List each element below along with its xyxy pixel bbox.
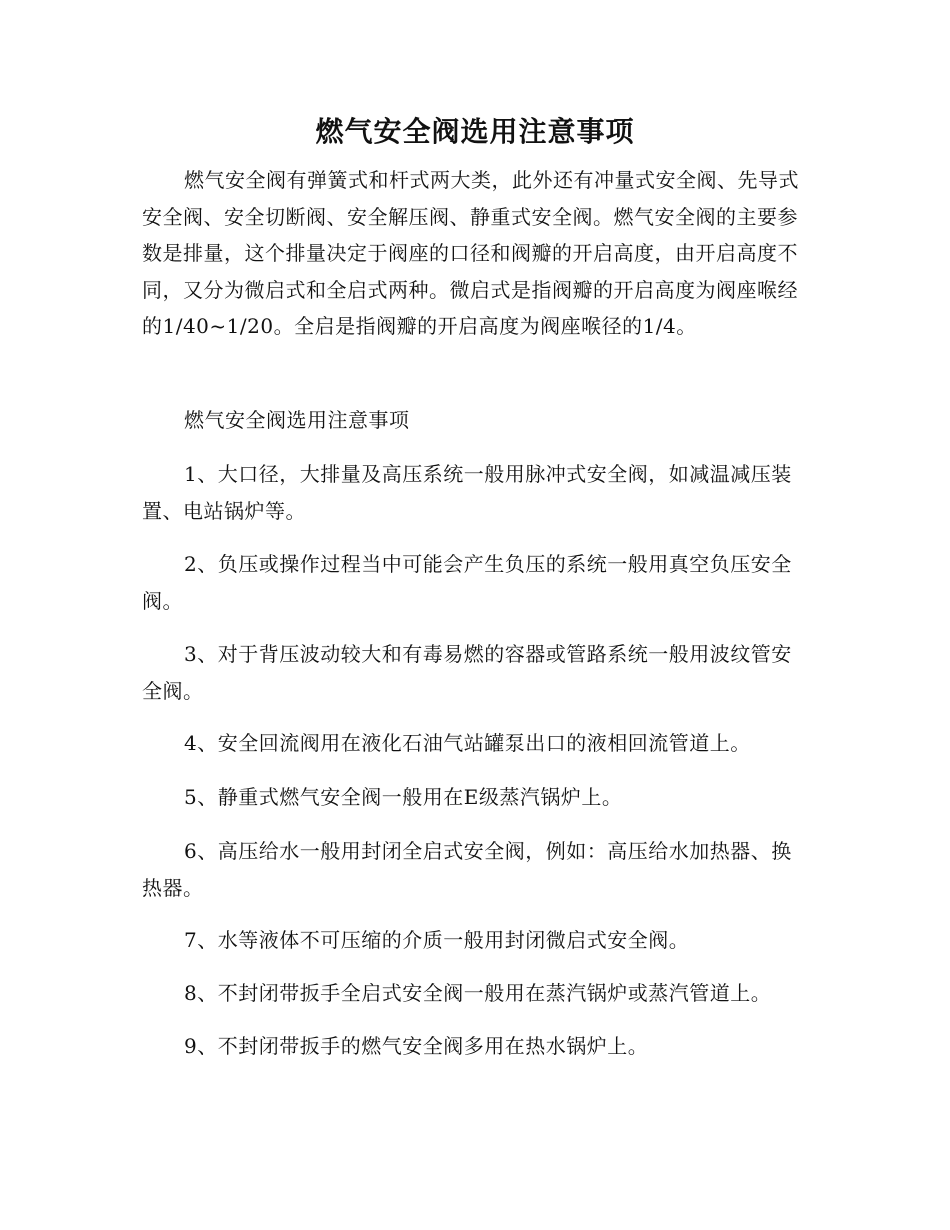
page-title: 燃气安全阀选用注意事项 bbox=[315, 115, 635, 148]
list-item: 5、静重式燃气安全阀一般用在E级蒸汽锅炉上。 bbox=[184, 785, 623, 809]
list-item: 4、安全回流阀用在液化石油气站罐泵出口的液相回流管道上。 bbox=[184, 731, 751, 755]
list-item: 3、对于背压波动较大和有毒易燃的容器或管路系统一般用波纹管安全阀。 bbox=[142, 642, 792, 703]
list-item: 7、水等液体不可压缩的介质一般用封闭微启式安全阀。 bbox=[184, 928, 690, 952]
intro-paragraph: 燃气安全阀有弹簧式和杆式两大类，此外还有冲量式安全阀、先导式安全阀、安全切断阀、安全解压阀、静重式安全阀。燃气安全阀的主要参数是排量，这个排量决定于阀座的口径和阀瓣的开启高度，由开启高度不同，又分为微启式和全启式两种。微启式是指阀瓣的开启高度为阀座喉经的1/40~1/20。全启是指阀瓣的开启高度为阀座喉径的1/4。 bbox=[142, 168, 799, 338]
section-subheading: 燃气安全阀选用注意事项 bbox=[184, 408, 410, 432]
list-item: 9、不封闭带扳手的燃气安全阀多用在热水锅炉上。 bbox=[184, 1034, 649, 1058]
list-item: 1、大口径，大排量及高压系统一般用脉冲式安全阀，如减温减压装置、电站锅炉等。 bbox=[142, 462, 792, 523]
list-item: 2、负压或操作过程当中可能会产生负压的系统一般用真空负压安全阀。 bbox=[142, 552, 792, 613]
list-item: 6、高压给水一般用封闭全启式安全阀，例如：高压给水加热器、换热器。 bbox=[142, 839, 792, 900]
list-item: 8、不封闭带扳手全启式安全阀一般用在蒸汽锅炉或蒸汽管道上。 bbox=[184, 981, 772, 1005]
